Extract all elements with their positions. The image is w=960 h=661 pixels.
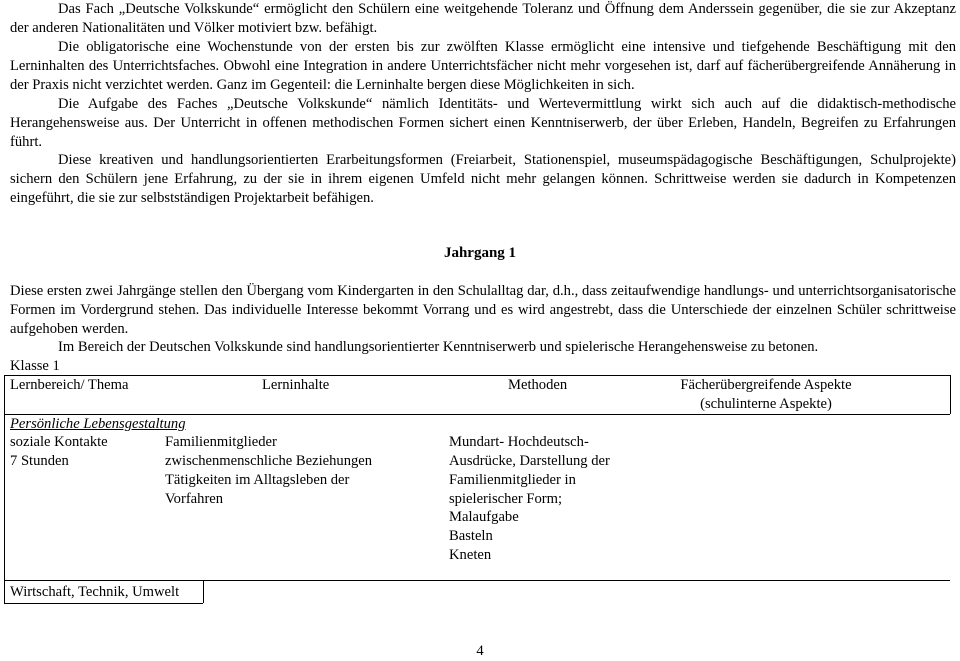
table-section2-right (203, 580, 204, 603)
page-number: 4 (476, 643, 484, 659)
table-section-border (4, 580, 950, 581)
methods-line: Mundart- Hochdeutsch- (449, 434, 589, 450)
header-faecheruebergreifend: Fächerübergreifende Aspekte (680, 377, 852, 393)
table-section2-bottom (4, 603, 203, 604)
methods-line: Ausdrücke, Darstellung der (449, 453, 610, 469)
section-paragraph-2: Im Bereich der Deutschen Volkskunde sind handlungsorientierter Kenntniserwerb und spielerische Herangehensweise zu betonen. (58, 339, 819, 355)
header-methoden: Methoden (508, 377, 568, 393)
table-header-right (950, 375, 951, 414)
content-line: Familienmitglieder (165, 434, 277, 450)
intro-paragraph-4: Diese kreativen und handlungsorientierten Erarbeitungsformen (Freiarbeit, Stationenspiel, museumspädagogische Beschäftigungen, Schulprojekte) sichern den Schülern jene Erfahrung, zu der sie in ihrem eigenen Umfeld nicht mehr gelangen können. Schrittweise werden sie dadurch in Kompetenzen eingeführt, die sie zur selbstständigen Projektarbeit befähigen. (10, 152, 956, 206)
header-lernbereich: Lernbereich/ Thema (10, 377, 129, 393)
methods-line: Familienmitglieder in (449, 472, 576, 488)
header-lerninhalte: Lerninhalte (262, 377, 330, 393)
class-label: Klasse 1 (10, 358, 60, 374)
methods-line: spielerischer Form; (449, 491, 563, 507)
methods-line: Kneten (449, 547, 492, 563)
section1-title: Persönliche Lebensgestaltung (10, 416, 186, 432)
content-line: Vorfahren (165, 491, 224, 507)
intro-paragraph-2: Die obligatorische eine Wochenstunde von der ersten bis zur zwölften Klasse ermöglicht eine intensive und tiefgehende Beschäftigung mit den Lerninhalten des Unterrichtsfaches. Obwohl eine Integration in andere Unterrichtsfächer nicht mehr vorgesehen ist, darf auf fächerübergreifende Annäherung in der Praxis nicht verzichtet werden. Ganz im Gegenteil: die Lerninhalte bergen diese Möglichkeiten in sich. (10, 39, 956, 93)
content-line: zwischenmenschliche Beziehungen (165, 453, 373, 469)
intro-paragraph-1: Das Fach „Deutsche Volkskunde“ ermöglicht den Schülern eine weitgehende Toleranz und Öffnung dem Anderssein gegenüber, die sie zur Akzeptanz der anderen Nationalitäten und Völker motiviert bzw. befähigt. (10, 1, 956, 36)
methods-line: Malaufgabe (449, 509, 519, 525)
topic-line: 7 Stunden (10, 453, 69, 469)
section-paragraph-1: Diese ersten zwei Jahrgänge stellen den Übergang vom Kindergarten in den Schulalltag dar, d.h., dass zeitaufwendige handlungs- und unterrichtsorganisatorische Formen im Vordergrund stehen. Das individuelle Interesse bekommt Vorrang und es wird angestrebt, dass die Unterschiede der einzelnen Schüler schrittweise aufgehoben werden. (10, 283, 956, 337)
header-schulintern: (schulinterne Aspekte) (700, 396, 832, 412)
section2-title: Wirtschaft, Technik, Umwelt (10, 584, 180, 600)
table-border-left (4, 375, 5, 603)
methods-line: Basteln (449, 528, 493, 544)
intro-paragraph-3: Die Aufgabe des Faches „Deutsche Volkskunde“ nämlich Identitäts- und Wertevermittlung wirkt sich auch auf die didaktisch-methodische Herangehensweise aus. Der Unterricht in offenen methodischen Formen sichert einen Kenntniserwerb, der über Erleben, Handeln, Begreifen zu Erfahrungen führt. (10, 96, 956, 150)
content-line: Tätigkeiten im Alltagsleben der (165, 472, 350, 488)
topic-line: soziale Kontakte (10, 434, 108, 450)
section-heading: Jahrgang 1 (443, 245, 517, 261)
